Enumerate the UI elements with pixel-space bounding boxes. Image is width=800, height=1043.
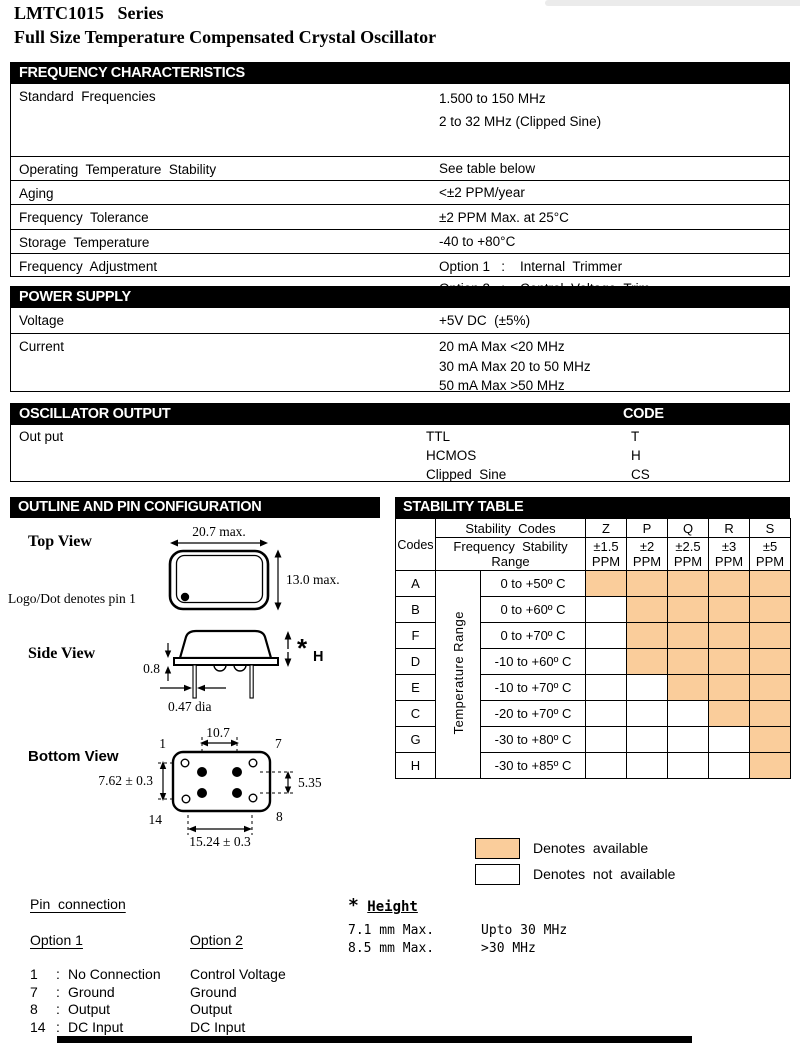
row-value: See table below — [439, 161, 536, 176]
column-header-q: Q — [668, 519, 709, 538]
availability-cell — [668, 727, 709, 753]
availability-cell — [586, 727, 627, 753]
row-value: ±2 PPM Max. at 25°C — [439, 210, 569, 225]
row-label: Storage Temperature — [19, 235, 150, 250]
row-value: <±2 PPM/year — [439, 185, 525, 200]
option2-header: Option 2 — [190, 932, 243, 948]
oscillator-output-header — [11, 404, 789, 425]
range-cell: -30 to +85º C — [481, 753, 586, 779]
column-header-z: Z — [586, 519, 627, 538]
not-available-swatch — [475, 864, 520, 885]
row-label: Out put — [19, 429, 64, 444]
table-row — [11, 446, 789, 465]
availability-cell — [627, 623, 668, 649]
availability-cell — [750, 753, 791, 779]
scan-artifact — [545, 0, 800, 6]
code-cell: H — [396, 753, 436, 779]
row-value: Option 1 : Internal Trimmer — [439, 259, 623, 274]
bottom-view-bottom-dim: 15.24 ± 0.3 — [189, 834, 251, 847]
code-cell: E — [396, 675, 436, 701]
availability-cell — [627, 571, 668, 597]
row-value: +5V DC (±5%) — [439, 313, 531, 328]
top-view-width-dim: 20.7 max. — [192, 524, 246, 539]
bottom-view-diagram — [50, 727, 350, 847]
bottom-view-right-dim: 5.35 — [298, 775, 322, 790]
availability-cell — [709, 571, 750, 597]
availability-cell — [709, 597, 750, 623]
ppm-header: ±1.5 PPM — [586, 538, 627, 571]
availability-cell — [586, 597, 627, 623]
stability-table-header: STABILITY TABLE — [395, 497, 790, 518]
height-note-title: * Height — [348, 895, 418, 916]
pin-option2: Control Voltage — [190, 966, 286, 982]
availability-cell — [750, 571, 791, 597]
legend-row-available — [475, 835, 675, 861]
availability-cell — [750, 727, 791, 753]
ppm-header: ±5 PPM — [750, 538, 791, 571]
availability-cell — [709, 675, 750, 701]
pin-connection-list — [30, 966, 286, 1036]
table-row — [11, 180, 789, 204]
legend-label: Denotes not available — [533, 866, 676, 882]
power-supply-section — [10, 286, 790, 392]
availability-cell — [586, 571, 627, 597]
availability-cell — [586, 701, 627, 727]
outline-section-header: OUTLINE AND PIN CONFIGURATION — [10, 497, 380, 518]
availability-cell — [586, 753, 627, 779]
ppm-header: ±3 PPM — [709, 538, 750, 571]
code-cell: A — [396, 571, 436, 597]
availability-cell — [627, 675, 668, 701]
legend-label: Denotes available — [533, 840, 649, 856]
code-cell: D — [396, 649, 436, 675]
ppm-header: ±2 PPM — [627, 538, 668, 571]
output-type: HCMOS — [426, 448, 477, 463]
availability-cell — [586, 623, 627, 649]
top-view-height-dim: 13.0 max. — [286, 572, 340, 587]
range-cell: 0 to +50º C — [481, 571, 586, 597]
code-cell: B — [396, 597, 436, 623]
availability-cell — [750, 675, 791, 701]
column-header-p: P — [627, 519, 668, 538]
availability-cell — [750, 649, 791, 675]
availability-cell — [709, 649, 750, 675]
side-view-dia-dim: 0.47 dia — [168, 699, 212, 714]
height-letter: H — [313, 649, 324, 665]
pin1-dot — [181, 593, 189, 601]
bottom-view-left-dim: 7.62 ± 0.3 — [98, 773, 153, 788]
availability-cell — [709, 623, 750, 649]
pin-option1: No Connection — [68, 966, 161, 982]
table-row — [11, 204, 789, 229]
row-label: Frequency Adjustment — [19, 259, 158, 274]
availability-cell — [668, 649, 709, 675]
height-note-line: 7.1 mm Max. Upto 30 MHz — [348, 923, 568, 938]
availability-cell — [668, 701, 709, 727]
availability-cell — [668, 623, 709, 649]
pin-option2: Ground — [190, 983, 237, 1000]
table-row — [396, 571, 791, 597]
pin-option2: Output — [190, 1001, 233, 1018]
availability-cell — [709, 727, 750, 753]
pin-number: 8 — [30, 1001, 38, 1018]
oscillator-output-header-label: OSCILLATOR OUTPUT — [19, 406, 171, 422]
pin-number: 14 — [30, 1018, 46, 1035]
table-row — [11, 427, 789, 446]
availability-cell — [668, 753, 709, 779]
availability-cell — [750, 597, 791, 623]
table-row — [11, 84, 789, 156]
pin-row: 8 : Output Output — [30, 1001, 233, 1018]
row-value: -40 to +80°C — [439, 234, 516, 249]
stability-table-section — [395, 497, 790, 779]
row-value: 50 mA Max >50 MHz — [439, 378, 565, 392]
table-row — [11, 229, 789, 253]
output-code: T — [631, 429, 640, 444]
row-label: Frequency Tolerance — [19, 210, 149, 225]
table-row — [11, 156, 789, 180]
row-label: Operating Temperature Stability — [19, 162, 217, 177]
frequency-characteristics-section — [10, 62, 790, 277]
pin-label-8: 8 — [276, 809, 283, 824]
page-subtitle: Full Size Temperature Compensated Crystal Oscillator — [14, 27, 437, 47]
pin-option1: Output — [68, 1001, 111, 1018]
height-note — [348, 895, 567, 958]
pin-label-14: 14 — [148, 812, 162, 827]
pin-option2: DC Input — [190, 1018, 246, 1035]
pin1-note: Logo/Dot denotes pin 1 — [8, 591, 136, 606]
availability-cell — [709, 701, 750, 727]
legend — [475, 835, 675, 887]
pin-row: 7 : Ground Ground — [30, 983, 237, 1000]
row-value: 1.500 to 150 MHz — [439, 91, 546, 106]
table-row — [11, 333, 789, 392]
side-view-base-dim: 0.8 — [143, 661, 160, 676]
code-cell: C — [396, 701, 436, 727]
range-cell: -30 to +80º C — [481, 727, 586, 753]
row-label: Voltage — [19, 313, 65, 328]
availability-cell — [668, 597, 709, 623]
side-view-label: Side View — [28, 645, 96, 662]
bottom-view-label: Bottom View — [28, 748, 119, 765]
asterisk: * — [348, 895, 359, 916]
availability-cell — [627, 649, 668, 675]
row-label: Current — [19, 339, 65, 354]
availability-cell — [750, 701, 791, 727]
row-label: Standard Frequencies — [19, 89, 156, 104]
bottom-view-top-dim: 10.7 — [206, 727, 230, 740]
pin-label-7: 7 — [275, 736, 282, 751]
table-row — [11, 465, 789, 484]
availability-cell — [668, 675, 709, 701]
pin-option1: Ground — [68, 983, 115, 1000]
height-asterisk: * — [297, 633, 308, 663]
availability-cell — [627, 597, 668, 623]
code-cell: F — [396, 623, 436, 649]
availability-cell — [750, 623, 791, 649]
stability-table — [395, 518, 791, 779]
power-supply-header: POWER SUPPLY — [11, 287, 789, 308]
availability-cell — [627, 727, 668, 753]
pin-row: 14 : DC Input DC Input — [30, 1018, 246, 1035]
pin-option1: DC Input — [68, 1018, 124, 1035]
row-value: 30 mA Max 20 to 50 MHz — [439, 358, 591, 374]
range-cell: -20 to +70º C — [481, 701, 586, 727]
row-value: 2 to 32 MHz (Clipped Sine) — [439, 114, 602, 129]
height-note-line: 8.5 mm Max. >30 MHz — [348, 941, 536, 956]
stability-codes-header: Stability Codes — [436, 519, 586, 538]
output-type: Clipped Sine — [426, 467, 507, 482]
bottom-section-bar — [57, 1036, 692, 1043]
ppm-header: ±2.5 PPM — [668, 538, 709, 571]
range-cell: 0 to +60º C — [481, 597, 586, 623]
availability-cell — [627, 701, 668, 727]
output-code: CS — [631, 467, 650, 482]
pin-number: 1 — [30, 966, 38, 982]
availability-cell — [709, 753, 750, 779]
row-label: Aging — [19, 186, 54, 201]
frequency-stability-header: Frequency Stability Range — [436, 538, 586, 571]
output-code: H — [631, 448, 641, 463]
availability-cell — [627, 753, 668, 779]
range-cell: 0 to +70º C — [481, 623, 586, 649]
column-header-s: S — [750, 519, 791, 538]
top-view-label: Top View — [28, 533, 92, 550]
code-column-header: CODE — [623, 406, 664, 422]
availability-cell — [586, 649, 627, 675]
availability-cell — [668, 571, 709, 597]
range-cell: -10 to +70º C — [481, 675, 586, 701]
option1-header: Option 1 — [30, 932, 83, 948]
pin-label-1: 1 — [159, 736, 166, 751]
temperature-range-column: Temperature Range — [436, 571, 481, 779]
output-type: TTL — [426, 429, 451, 444]
availability-cell — [586, 675, 627, 701]
code-cell: G — [396, 727, 436, 753]
range-cell: -10 to +60º C — [481, 649, 586, 675]
pin-connection-title: Pin connection — [30, 896, 126, 912]
row-value: 20 mA Max <20 MHz — [439, 339, 565, 354]
legend-row-not-available — [475, 861, 675, 887]
pin-number: 7 — [30, 983, 38, 1000]
available-swatch — [475, 838, 520, 859]
table-row — [11, 308, 789, 333]
side-view-diagram — [130, 625, 380, 730]
frequency-characteristics-header: FREQUENCY CHARACTERISTICS — [11, 63, 789, 84]
pin-row: 1 : No Connection Control Voltage — [30, 966, 286, 982]
oscillator-output-section — [10, 403, 790, 482]
page-title: LMTC1015 Series — [14, 3, 164, 23]
codes-header: Codes — [396, 519, 436, 571]
top-view-diagram — [145, 524, 390, 620]
column-header-r: R — [709, 519, 750, 538]
